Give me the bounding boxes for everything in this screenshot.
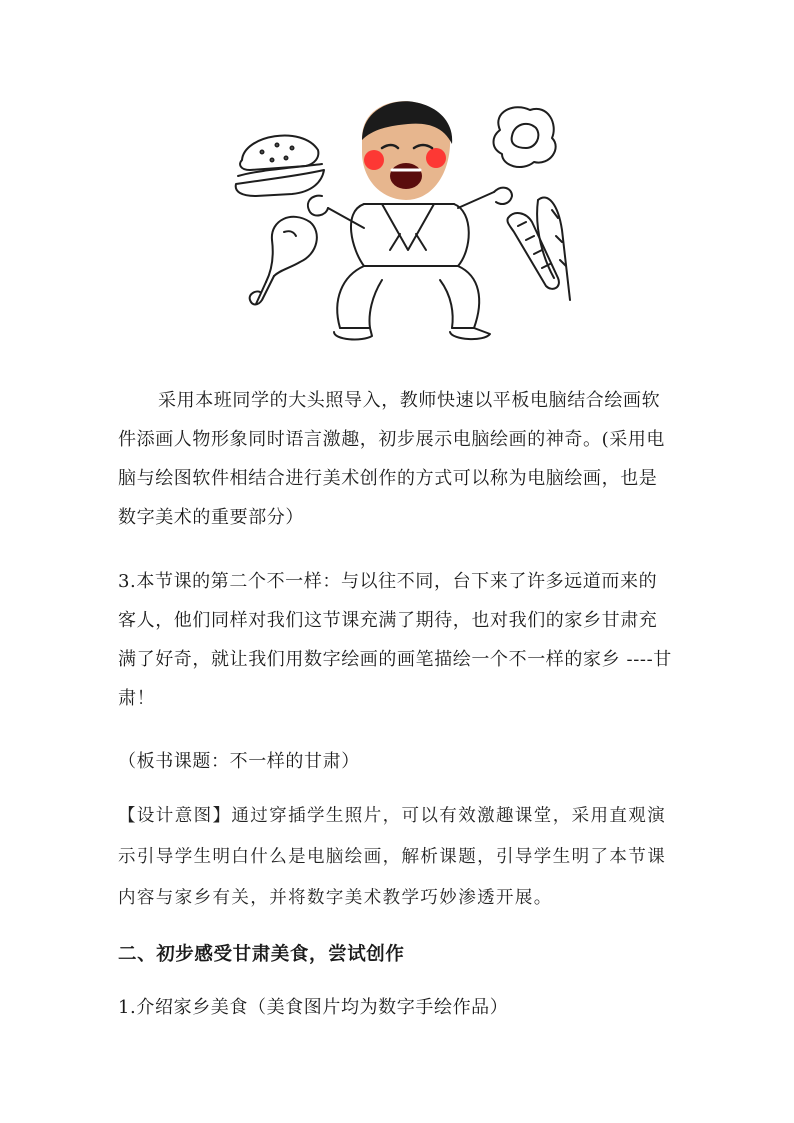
bread-drawing: [507, 198, 570, 300]
drumstick-drawing: [250, 217, 317, 305]
section-heading: 二、初步感受甘肃美食，尝试创作: [118, 944, 405, 965]
paragraph-introduce-food: 1.介绍家乡美食（美食图片均为数字手绘作品）: [118, 997, 509, 1018]
hamburger-drawing: [236, 136, 324, 196]
paragraph-design-intent: 【设计意图】通过穿插学生照片，可以有效激趣课堂，采用直观演示引导学生明白什么是电脑绘画，解析课题，引导学生明了本节课内容与家乡有关，并将数字美术教学巧妙渗透开展。: [118, 806, 667, 908]
egg-drawing: [494, 107, 556, 167]
cartoon-boy-with-food-illustration: [222, 100, 592, 360]
paragraph-intro: 采用本班同学的大头照导入，教师快速以平板电脑结合绘画软件添画人物形象同时语言激趣，初步展示电脑绘画的神奇。(采用电脑与绘图软件相结合进行美术创作的方式可以称为电脑绘画，也是数字美术的重要部分）: [118, 390, 666, 528]
paragraph-second-difference: 3.本节课的第二个不一样：与以往不同，台下来了许多远道而来的客人，他们同样对我们这节课充满了期待，也对我们的家乡甘肃充满了好奇，就让我们用数字绘画的画笔描绘一个不一样的家乡 ----甘肃！: [118, 571, 672, 709]
paragraph-board-title: （板书课题：不一样的甘肃）: [118, 751, 360, 772]
boy-face-photo: [362, 101, 452, 200]
boy-body-drawing: [308, 188, 512, 340]
